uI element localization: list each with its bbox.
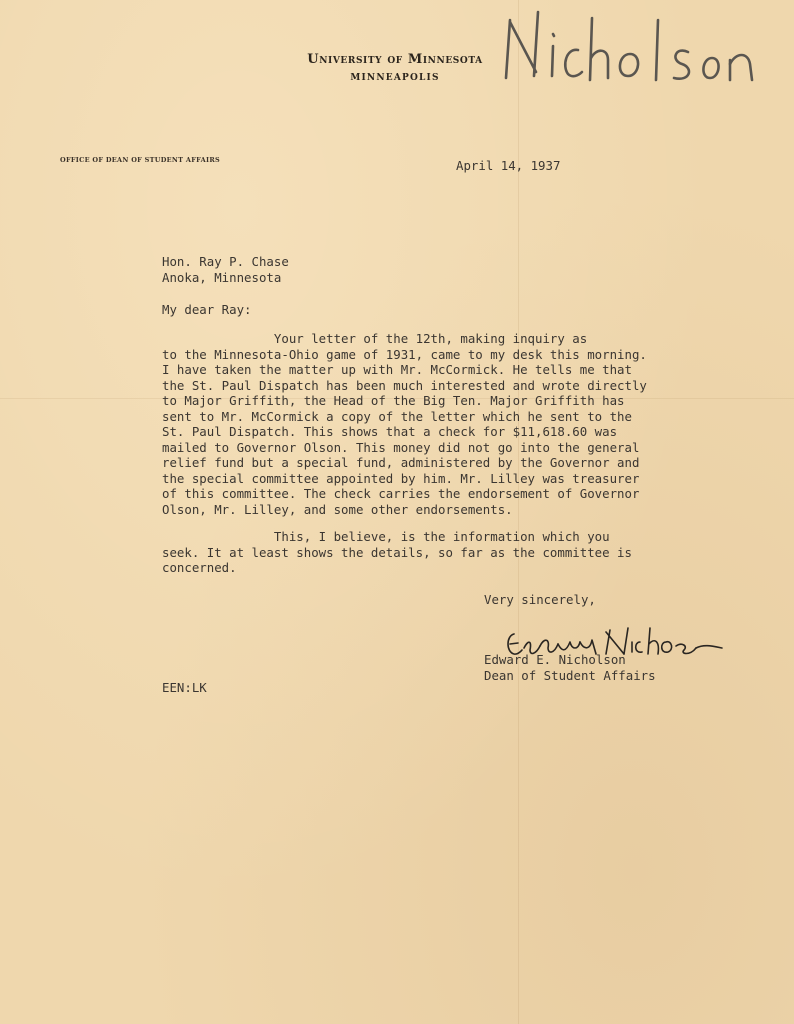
body-paragraph-1 <box>162 331 647 517</box>
body-line: concerned. <box>162 560 237 575</box>
body-line: I have taken the matter up with Mr. McCormick. He tells me that <box>162 362 632 377</box>
salutation: My dear Ray: <box>162 302 252 317</box>
body-line: Olson, Mr. Lilley, and some other endorsements. <box>162 501 513 517</box>
body-line: This, I believe, is the information which you <box>162 529 610 544</box>
typed-signature-title: Dean of Student Affairs <box>484 668 656 683</box>
letterhead-city: MINNEAPOLIS <box>350 73 440 83</box>
closing: Very sincerely, <box>484 592 596 607</box>
letter-date: April 14, 1937 <box>456 158 561 173</box>
recipient-name: Hon. Ray P. Chase <box>162 254 289 269</box>
body-line: mailed to Governor Olson. This money did not go into the general <box>162 439 640 455</box>
reference-initials: EEN:LK <box>162 680 207 695</box>
body-line: sent to Mr. McCormick a copy of the letter which he sent to the <box>162 408 632 424</box>
body-line: to the Minnesota-Ohio game of 1931, came to my desk this morning. <box>162 346 647 362</box>
recipient-location: Anoka, Minnesota <box>162 270 282 285</box>
body-line: Your letter of the 12th, making inquiry as <box>162 331 588 346</box>
body-line: the special committee appointed by him. Mr. Lilley was treasurer <box>162 470 640 486</box>
letterhead <box>300 52 490 83</box>
body-line: to Major Griffith, the Head of the Big Ten. Major Griffith has <box>162 393 625 408</box>
body-line: seek. It at least shows the details, so far as the committee is <box>162 544 632 560</box>
body-paragraph-2 <box>162 529 632 576</box>
handwritten-annotation-nicholson <box>498 6 758 98</box>
letterhead-university: University of Minnesota <box>307 52 483 67</box>
body-line: St. Paul Dispatch. This shows that a check for $11,618.60 was <box>162 424 618 439</box>
body-line: of this committee. The check carries the endorsement of Governor <box>162 486 640 501</box>
letterhead-office: OFFICE OF DEAN OF STUDENT AFFAIRS <box>60 156 221 164</box>
typed-signature-name: Edward E. Nicholson <box>484 652 626 667</box>
body-line: the St. Paul Dispatch has been much interested and wrote directly <box>162 377 647 393</box>
body-line: relief fund but a special fund, administered by the Governor and <box>162 455 640 470</box>
